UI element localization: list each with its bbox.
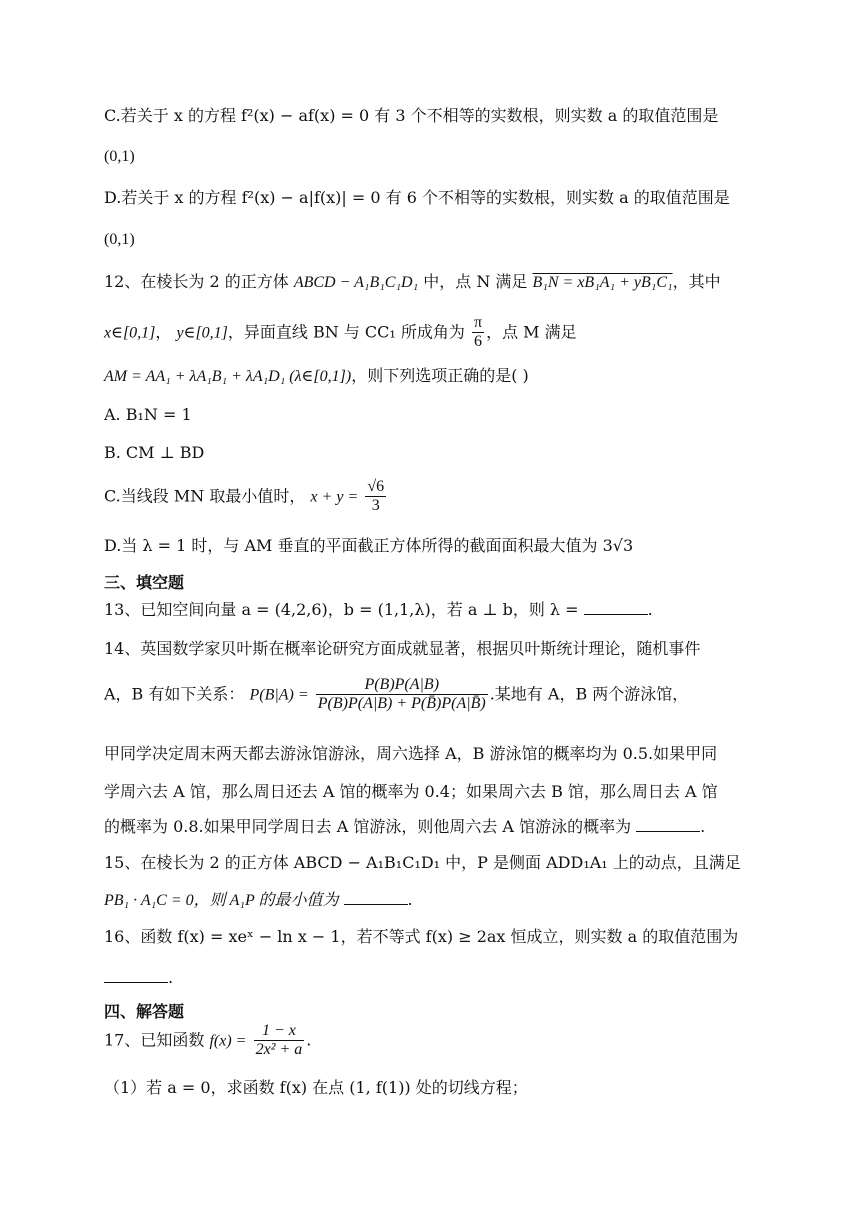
q12-option-b: B. CM ⊥ BD	[104, 443, 205, 462]
q12-qizhong: ，其中	[672, 272, 721, 291]
q15-answer-blank	[344, 890, 408, 905]
q15-line1: 15、在棱长为 2 的正方体 ABCD − A₁B₁C₁D₁ 中，P 是侧面 ADD₁A₁ 上的动点，且满足	[104, 853, 741, 872]
q13-answer-blank	[584, 600, 648, 615]
q14-line3: 甲同学决定周末两天都去游泳馆游泳，周六选择 A，B 游泳馆的概率均为 0.5.如果甲同	[104, 744, 718, 763]
q15-line2	[104, 890, 413, 910]
q17-pre: 17、已知函数	[104, 1030, 205, 1050]
q14-bayes-denominator: P(B)P(A|B) + P(B̄)P(A|B̄)	[317, 695, 486, 713]
q15-line2-text: PB₁ · A₁C = 0，则 A₁P 的最小值为	[104, 892, 339, 909]
q14-line2-post: .某地有 A，B 两个游泳馆，	[489, 684, 689, 704]
q13-text	[104, 600, 653, 619]
section-fill-in-heading: 三、填空题	[104, 573, 185, 592]
q17-end: .	[306, 1030, 312, 1050]
q12-mid: 中，点 N 满足	[423, 272, 528, 291]
q12-angle-text: ，异面直线 BN 与 CC₁ 所成角为	[227, 322, 465, 342]
q17-stem	[104, 1022, 311, 1060]
q14-lhs: P(B|A) =	[249, 686, 309, 704]
q12-question: ，则下列选项正确的是( )	[351, 366, 529, 385]
q12-stem-line1	[104, 272, 721, 292]
q12-x-range: x∈[0,1]	[104, 324, 156, 342]
q12-stem-line2: x∈[0,1]， y∈[0,1]，异面直线 BN 与 CC₁ 所成角为 $\frac{\pi}{6}$ ，点 M 满足	[104, 314, 577, 351]
q11-option-d	[104, 188, 730, 207]
q11-option-c	[104, 106, 718, 125]
q14-end: .	[700, 817, 706, 836]
q13-end: .	[647, 600, 653, 619]
q14-line2-pre: A，B 有如下关系：	[104, 684, 245, 704]
q14-line4: 学周六去 A 馆，那么周日还去 A 馆的概率为 0.4；如果周六去 B 馆，那么周日去 A 馆	[104, 782, 718, 801]
q14-answer-blank	[636, 817, 700, 832]
q12-am-equation: AM = AA₁ + λA₁B₁ + λA₁D₁ (λ∈[0,1])	[104, 368, 352, 385]
q12-cube: ABCD − A₁B₁C₁D₁	[293, 274, 419, 291]
q12-y-range: y∈[0,1]	[176, 324, 228, 342]
q14-bayes-numerator: P(B)P(A|B)	[316, 676, 488, 695]
q17-fraction	[254, 1022, 305, 1060]
q12-option-a: A. B₁N = 1	[104, 405, 192, 424]
q14-line5	[104, 817, 705, 836]
q12-angle-numerator: π	[472, 314, 484, 333]
q12-number: 12、	[104, 272, 141, 291]
q12-stem-line3	[104, 366, 529, 386]
q12-option-c-pre: C.当线段 MN 取最小值时，	[104, 486, 306, 506]
q12-m-condition: ，点 M 满足	[486, 322, 577, 342]
q17-denominator: 2x² + a	[255, 1041, 303, 1059]
q17-part1: （1）若 a = 0，求函数 f(x) 在点 (1, f(1)) 处的切线方程；	[104, 1078, 528, 1097]
q12-option-c-fraction	[365, 478, 386, 516]
q11-option-d-text: D.若关于 x 的方程 f²(x) − a|f(x)| = 0 有 6 个不相等的实数根，则实数 a 的取值范围是	[104, 188, 730, 207]
q17-fx: f(x) =	[209, 1032, 247, 1050]
q12-option-c	[104, 478, 388, 516]
q16-line1: 16、函数 f(x) = xeˣ − ln x − 1，若不等式 f(x) ≥ 2ax 恒成立，则实数 a 的取值范围为	[104, 927, 739, 946]
q14-line5-text: 的概率为 0.8.如果甲同学周日去 A 馆游泳，则他周六去 A 馆游泳的概率为	[104, 817, 632, 836]
q12-angle-fraction	[472, 314, 484, 352]
q13-stem: 13、已知空间向量 a = (4,2,6)，b = (1,1,λ)，若 a ⊥ b，则 λ =	[104, 600, 579, 619]
q12-option-c-denominator: 3	[371, 497, 380, 515]
q14-bayes-fraction	[316, 676, 488, 714]
q12-angle-denominator: 6	[474, 333, 483, 351]
q12-intro: 在棱长为 2 的正方体	[140, 272, 289, 291]
q14-line1: 14、英国数学家贝叶斯在概率论研究方面成就显著，根据贝叶斯统计理论，随机事件	[104, 639, 701, 658]
q14-line2	[104, 676, 688, 714]
q12-option-d: D.当 λ = 1 时，与 AM 垂直的平面截正方体所得的截面面积最大值为 3√3	[104, 536, 634, 555]
q11-option-c-range: (0,1)	[104, 148, 135, 165]
q12-option-c-eq: x + y =	[310, 488, 359, 506]
q11-option-d-range: (0,1)	[104, 231, 135, 248]
q16-answer-blank	[104, 968, 168, 983]
q11-option-c-text: C.若关于 x 的方程 f²(x) − af(x) = 0 有 3 个不相等的实数根，则实数 a 的取值范围是	[104, 106, 719, 125]
q15-end: .	[407, 890, 413, 909]
section-solution-heading: 四、解答题	[104, 1002, 185, 1021]
q17-numerator: 1 − x	[254, 1022, 305, 1041]
q16-line2	[104, 968, 173, 987]
q12-option-c-numerator: √6	[365, 478, 386, 497]
q16-end: .	[168, 968, 174, 987]
q12-n-condition: B₁N = xB₁A₁ + yB₁C₁	[532, 274, 673, 291]
